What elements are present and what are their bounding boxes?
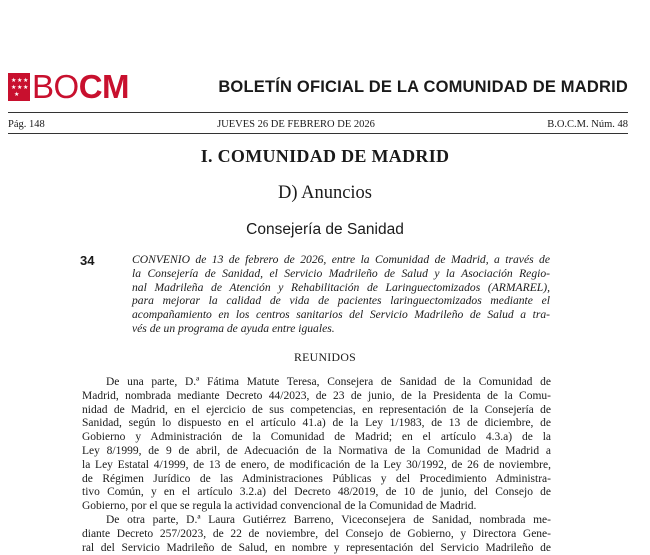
item-title bbox=[132, 253, 550, 336]
body-line: Madrid, nombrada mediante Decreto 44/2023, de 23 de junio, de la Presidenta de la Comu- bbox=[82, 389, 551, 402]
subsection-title: D) Anuncios bbox=[277, 183, 373, 203]
body-line: tivo Común, y en el artículo 3.2.a) del Decreto 48/2019, de 10 de junio, del Consejo de bbox=[82, 486, 551, 499]
reunidos-heading: REUNIDOS bbox=[293, 350, 357, 364]
section-title: I. COMUNIDAD DE MADRID bbox=[200, 146, 450, 166]
body-line: diante Decreto 257/2023, de 22 de noviembre, del Consejo de Gobierno, y Directora Gene- bbox=[82, 527, 551, 540]
header-rule-top bbox=[8, 112, 628, 113]
body-line: Gobierno y Administración de la Comunidad de Madrid; en el artículo 4.3.a) de la bbox=[82, 431, 551, 444]
organization-title: Consejería de Sanidad bbox=[246, 221, 404, 238]
body-line: De otra parte, D.ª Laura Gutiérrez Barreno, Viceconsejera de Sanidad, nombrada me- bbox=[106, 513, 551, 526]
page-header bbox=[8, 117, 628, 131]
item-title-line: vés de un programa de ayuda entre iguales. bbox=[132, 321, 335, 335]
item-title-line: nal Madrileña de Atención y Rehabilitación de Laringuectomizados (ARMAREL), bbox=[132, 280, 550, 294]
item-title-line: la Consejería de Sanidad, el Servicio Madrileño de Salud y la Asociación Regio- bbox=[132, 266, 550, 280]
body-line: De una parte, D.ª Fátima Matute Teresa, Consejera de Sanidad de la Comunidad de bbox=[106, 376, 551, 388]
item-title-line: acompañamiento en los centros sanitarios del Servicio Madrileño de Salud a tra- bbox=[132, 308, 550, 322]
item-title-line: CONVENIO de 13 de febrero de 2026, entre la Comunidad de Madrid, a través de bbox=[132, 253, 550, 266]
body-line: Gobierno, por el que se regula la actividad convencional de la Comunidad de Madrid. bbox=[82, 500, 477, 513]
body-text bbox=[82, 376, 551, 555]
body-line: la Ley Estatal 4/1999, de 13 de enero, de modificación de la Ley 30/1992, de 26 de noviembre, bbox=[82, 458, 551, 471]
item-title-line: para mejorar la calidad de vida de pacientes laringuectomizados mediante el bbox=[132, 294, 550, 308]
bulletin-title: BOLETÍN OFICIAL DE LA COMUNIDAD DE MADRID bbox=[218, 78, 628, 96]
masthead bbox=[8, 66, 628, 106]
page-number: Pág. 148 bbox=[8, 118, 45, 130]
body-line: Sanidad, según lo dispuesto en el artículo 41.a) de la Ley 1/1983, de 13 de diciembre, de bbox=[82, 417, 551, 430]
bocm-logo bbox=[8, 68, 130, 105]
item-number: 34 bbox=[80, 253, 95, 268]
body-line: nidad de Madrid, en el ejercicio de sus competencias, en representación de la Consejería de bbox=[82, 403, 551, 416]
header-rule-bottom bbox=[8, 133, 628, 134]
issue-number: B.O.C.M. Núm. 48 bbox=[547, 118, 628, 130]
issue-date: JUEVES 26 DE FEBRERO DE 2026 bbox=[217, 118, 375, 130]
body-line: Ley 8/1999, de 9 de abril, de Adecuación de la Normativa de la Comunidad de Madrid a bbox=[82, 444, 551, 457]
body-line: de Régimen Jurídico de las Administraciones Públicas y del Procedimiento Administra- bbox=[82, 472, 551, 485]
logo-text: BOCM bbox=[32, 68, 130, 105]
body-line: ral del Servicio Madrileño de Salud, en nombre y representación del Servicio Madrileño de bbox=[82, 541, 551, 554]
madrid-flag-icon: ★ ★ ★ ★ ★ ★ ★ bbox=[8, 73, 30, 101]
